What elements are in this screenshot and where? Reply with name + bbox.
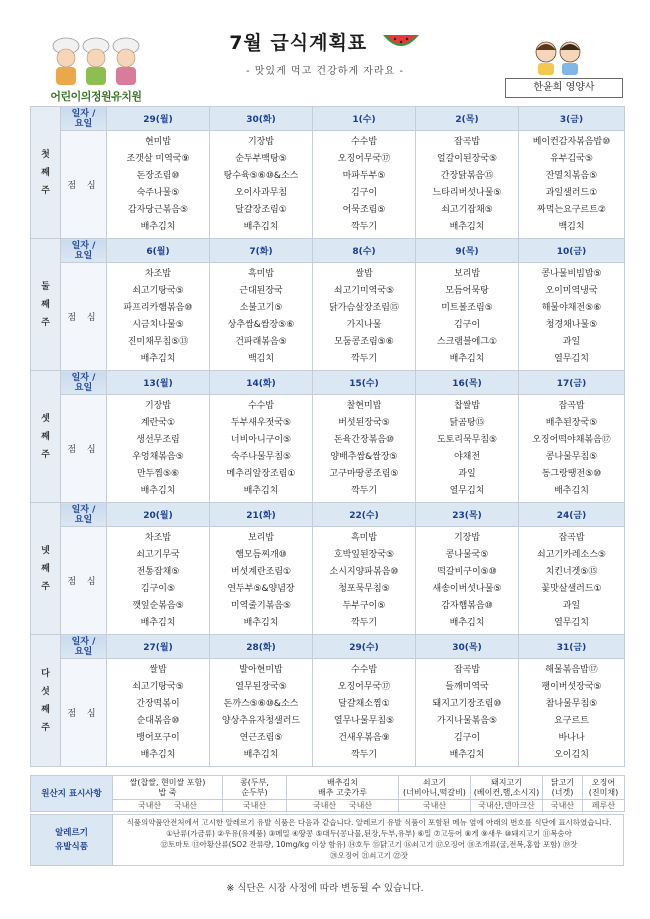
corner-date-label: 일자 / xyxy=(71,504,96,515)
day-header: 13(월) xyxy=(107,371,210,395)
menu-item: 동그랑땡전⑤⑩ xyxy=(541,468,602,479)
day-header: 10(금) xyxy=(519,239,625,263)
menu-item: 느타리버섯나물⑤ xyxy=(432,187,502,198)
menu-item: 근대된장국 xyxy=(239,285,283,296)
menu-cell xyxy=(416,659,519,767)
menu-item: 찰현미밥 xyxy=(346,400,382,411)
menu-item: 배추김치 xyxy=(243,221,279,232)
origin-item-rice: 쌀(찹쌀, 현미쌀 포함) 밥 죽 xyxy=(113,776,223,800)
menu-cell xyxy=(313,395,416,503)
menu-item: 오이사과무침 xyxy=(234,187,288,198)
menu-item: 양상추유자청샐러드 xyxy=(221,715,301,726)
day-header: 24(금) xyxy=(519,503,625,527)
menu-item: 쇠고기탕국⑤ xyxy=(132,285,184,296)
menu-item: 콩나물비빔밥⑤ xyxy=(541,268,602,279)
menu-item: 배추된장국⑤ xyxy=(545,417,598,428)
day-header: 21(화) xyxy=(210,503,313,527)
menu-item: 열무김치 xyxy=(449,485,485,496)
menu-item: 잡곡밥 xyxy=(558,400,585,411)
menu-item: 오징어무국⑰ xyxy=(337,681,391,692)
menu-item: 해물야채전⑤⑥ xyxy=(541,302,602,313)
menu-item: 연두부⑤&양념장 xyxy=(227,583,295,594)
menu-item: 꽃맛살샐러드① xyxy=(541,583,602,594)
menu-item: 찹쌀밥 xyxy=(453,400,481,411)
menu-item: 배추김치 xyxy=(243,485,279,496)
corner-date-label: 일자 / xyxy=(71,240,96,251)
meal-plan-table xyxy=(30,106,625,767)
menu-item: 닭곰탕⑮ xyxy=(449,417,485,428)
menu-cell xyxy=(107,263,210,371)
day-header: 27(월) xyxy=(107,635,210,659)
menu-item: 보리밥 xyxy=(453,268,481,279)
menu-item: 콩나물무침⑤ xyxy=(545,451,598,462)
menu-item: 오징어무국⑰ xyxy=(337,153,391,164)
menu-item: 배추김치 xyxy=(140,749,176,760)
week-label: 넷 째 주 xyxy=(31,503,61,635)
menu-item: 탕수육⑤⑥⑩&소스 xyxy=(223,170,299,181)
menu-item: 고구마땅콩조림⑤ xyxy=(329,468,399,479)
menu-item: 배추김치 xyxy=(449,749,485,760)
menu-item: 쌀밥 xyxy=(149,664,167,675)
meal-label: 점 심 xyxy=(61,659,107,767)
menu-item: 청경채나물⑤ xyxy=(545,319,598,330)
menu-item: 미역줄기볶음⑤ xyxy=(230,600,292,611)
menu-item: 배추김치 xyxy=(243,617,279,628)
menu-item: 수수밥 xyxy=(350,664,378,675)
menu-item: 과일 xyxy=(458,468,476,479)
menu-item: 열무김치 xyxy=(554,617,589,628)
menu-item: 달걀채소찜① xyxy=(338,698,390,709)
origin-item-beef: 쇠고기 (너비아니,떡갈비) xyxy=(399,776,471,800)
origin-item-pork: 돼지고기 (베이컨,햄,소시지) xyxy=(471,776,543,800)
allergy-list-1: ①난류(가금류) ②우유(유제품) ③메밀 ④땅콩 ⑤대두(콩나물,된장,두부,유부) ⑥밀 ⑦고등어 ⑧게 ⑨새우 ⑩돼지고기 ⑪복숭아 xyxy=(166,829,572,838)
menu-item: 쇠고기잡채⑤ xyxy=(441,204,493,215)
menu-item: 배추김치 xyxy=(449,221,485,232)
nutritionist-label: 한윤희 영양사 xyxy=(505,78,623,98)
menu-item: 쇠고기무국 xyxy=(136,549,180,560)
menu-item: 건새우볶음⑨ xyxy=(338,732,390,743)
menu-item: 열무김치 xyxy=(554,353,589,364)
menu-cell xyxy=(519,263,625,371)
menu-item: 깍두기 xyxy=(350,485,378,496)
allergy-section xyxy=(30,814,624,866)
menu-item: 돈까스⑤⑥⑩&소스 xyxy=(223,698,299,709)
menu-item: 햄모듬찌개⑩ xyxy=(235,549,287,560)
menu-item: 잡곡밥 xyxy=(558,532,585,543)
menu-item: 바나나 xyxy=(558,732,585,743)
menu-item: 미트볼조림⑤ xyxy=(441,302,493,313)
origin-item-soy: 콩(두부, 순두부) xyxy=(223,776,287,800)
menu-cell xyxy=(210,131,313,239)
date-day-corner xyxy=(61,107,107,131)
menu-item: 잡곡밥 xyxy=(453,136,481,147)
menu-item: 간장떡볶이 xyxy=(136,698,180,709)
day-header: 30(목) xyxy=(416,635,519,659)
menu-item: 배추김치 xyxy=(140,353,176,364)
menu-item: 차조밥 xyxy=(144,532,172,543)
corner-date-label: 일자 / xyxy=(71,108,96,119)
menu-item: 생선무조림 xyxy=(136,434,180,445)
meal-label: 점 심 xyxy=(61,527,107,635)
origin-item-kimchi: 배추김치 배추 고춧가루 xyxy=(287,776,399,800)
day-header: 31(금) xyxy=(519,635,625,659)
menu-item: 연근조림⑤ xyxy=(239,732,283,743)
menu-item: 시금치나물⑤ xyxy=(132,319,184,330)
menu-item: 돈육간장볶음⑩ xyxy=(333,434,395,445)
origin-table xyxy=(30,775,625,812)
menu-item: 쌀밥 xyxy=(355,268,373,279)
menu-item: 배추김치 xyxy=(140,617,176,628)
menu-item: 오이미역냉국 xyxy=(545,285,598,296)
corner-date-label: 일자 / xyxy=(71,372,96,383)
origin-value-squid: 페루산 xyxy=(583,800,625,812)
day-header: 7(화) xyxy=(210,239,313,263)
menu-item: 버섯계란조림① xyxy=(230,566,292,577)
menu-item: 소불고기⑤ xyxy=(239,302,283,313)
origin-item-chicken: 닭고기 (너겟) xyxy=(543,776,583,800)
day-header: 17(금) xyxy=(519,371,625,395)
menu-item: 해물볶음밥⑰ xyxy=(545,664,598,675)
day-header: 15(수) xyxy=(313,371,416,395)
menu-item: 베이컨감자볶음밥⑩ xyxy=(532,136,611,147)
menu-item: 오이김치 xyxy=(554,749,589,760)
day-header: 1(수) xyxy=(313,107,416,131)
origin-label: 원산지 표시사항 xyxy=(31,776,113,812)
day-header: 2(목) xyxy=(416,107,519,131)
menu-item: 깍두기 xyxy=(350,221,378,232)
menu-item: 흑미밥 xyxy=(350,532,378,543)
day-header: 3(금) xyxy=(519,107,625,131)
menu-item: 치킨너겟⑤⑮ xyxy=(545,566,598,577)
origin-value-beef: 국내산 xyxy=(399,800,471,812)
menu-item: 가지나물볶음⑤ xyxy=(436,715,498,726)
day-header: 16(목) xyxy=(416,371,519,395)
menu-item: 배추김치 xyxy=(140,221,176,232)
menu-item: 김구이 xyxy=(350,187,378,198)
menu-item: 배추김치 xyxy=(243,749,279,760)
menu-item: 열무나물무침⑤ xyxy=(333,715,395,726)
allergy-label: 알레르기 유발식품 xyxy=(31,815,113,865)
menu-item: 감자햄볶음⑩ xyxy=(441,600,493,611)
day-header: 28(화) xyxy=(210,635,313,659)
menu-item: 짜먹는요구르트② xyxy=(537,204,606,215)
menu-item: 너비아니구이⑤ xyxy=(230,434,292,445)
menu-item: 잔멸치볶음⑤ xyxy=(545,170,598,181)
menu-item: 팽이버섯장국⑤ xyxy=(541,681,602,692)
footer-note: ※ 식단은 시장 사정에 따라 변동될 수 있습니다. xyxy=(226,883,424,894)
menu-item: 두부구이⑤ xyxy=(342,600,386,611)
day-header: 29(월) xyxy=(107,107,210,131)
day-header: 29(수) xyxy=(313,635,416,659)
menu-cell xyxy=(519,527,625,635)
menu-item: 참나물무침⑤ xyxy=(545,698,598,709)
menu-cell xyxy=(416,395,519,503)
menu-item: 모둠콩조림⑤⑥ xyxy=(334,336,394,347)
day-header: 22(수) xyxy=(313,503,416,527)
menu-item: 쇠고기미역국⑤ xyxy=(333,285,395,296)
week-label: 셋 째 주 xyxy=(31,371,61,503)
menu-cell xyxy=(416,131,519,239)
menu-item: 진미채무침⑤⑬ xyxy=(127,336,189,347)
menu-cell xyxy=(313,263,416,371)
menu-item: 차조밥 xyxy=(144,268,172,279)
menu-item: 순두부백탕⑤ xyxy=(235,153,287,164)
menu-item: 기장밥 xyxy=(247,136,275,147)
origin-value-kimchi: 국내산 국내산 xyxy=(287,800,399,812)
menu-item: 수수밥 xyxy=(350,136,378,147)
children-icon xyxy=(528,38,588,76)
menu-item: 과일 xyxy=(562,600,581,611)
menu-cell xyxy=(107,395,210,503)
corner-day-label: 요일 xyxy=(74,646,93,657)
meal-label: 점 심 xyxy=(61,263,107,371)
allergy-list-3: ⑳오징어 ㉑쇠고기 ㉒잣 xyxy=(330,851,408,860)
menu-item: 기장밥 xyxy=(453,532,481,543)
menu-item: 배추김치 xyxy=(449,353,485,364)
menu-item: 돼지고기장조림⑩ xyxy=(432,698,502,709)
menu-item: 과일 xyxy=(562,336,581,347)
menu-item: 깍두기 xyxy=(350,617,378,628)
menu-item: 얼갈이된장국⑤ xyxy=(436,153,498,164)
menu-item: 숙주나물무침⑤ xyxy=(230,451,292,462)
origin-value-rice: 국내산 국내산 xyxy=(113,800,223,812)
menu-cell xyxy=(519,131,625,239)
menu-item: 간장닭볶음⑮ xyxy=(440,170,494,181)
allergy-intro: 식품의약품안전처에서 고시한 알레르기 유발 식품은 다음과 같습니다. 알레르기 유발 식품이 포함된 메뉴 옆에 아래의 번호를 식단에 표시하였습니다. xyxy=(126,818,612,827)
menu-item: 건파래볶음⑤ xyxy=(235,336,287,347)
meal-label: 점 심 xyxy=(61,131,107,239)
menu-item: 보리밥 xyxy=(247,532,275,543)
menu-item: 조갯살 미역국⑨ xyxy=(126,153,190,164)
menu-item: 전통잡채⑤ xyxy=(136,566,180,577)
menu-cell xyxy=(210,659,313,767)
menu-item: 백김치 xyxy=(558,221,585,232)
menu-item: 야채전 xyxy=(453,451,481,462)
corner-day-label: 요일 xyxy=(74,250,93,261)
menu-cell xyxy=(519,395,625,503)
menu-item: 백김치 xyxy=(247,353,275,364)
menu-item: 우엉채볶음⑤ xyxy=(132,451,184,462)
menu-item: 열무된장국⑤ xyxy=(235,681,287,692)
origin-value-soy: 국내산 xyxy=(223,800,287,812)
menu-item: 버섯된장국⑤ xyxy=(338,417,390,428)
menu-item: 감자당근볶음⑤ xyxy=(127,204,189,215)
menu-item: 깍두기 xyxy=(350,353,378,364)
menu-item: 마파두부⑤ xyxy=(342,170,386,181)
menu-item: 과일샐러드① xyxy=(545,187,598,198)
day-header: 20(월) xyxy=(107,503,210,527)
date-day-corner xyxy=(61,239,107,263)
menu-item: 들깨미역국 xyxy=(445,681,489,692)
menu-cell xyxy=(210,263,313,371)
menu-item: 쇠고기카레소스⑤ xyxy=(537,549,606,560)
meal-label: 점 심 xyxy=(61,395,107,503)
menu-item: 현미밥 xyxy=(144,136,172,147)
menu-item: 모듬어묵탕 xyxy=(445,285,489,296)
allergy-list-2: ⑫토마토 ⑬아황산류(SO2 잔류량, 10mg/kg 이상 함유) ⑭호두 ⑮닭고기 ⑯쇠고기 ⑰오징어 ⑱조개류(굴,전복,홍합 포함) ⑲잣 xyxy=(160,840,578,849)
menu-item: 숙주나물⑤ xyxy=(136,187,180,198)
menu-item: 오징어떡야채볶음⑰ xyxy=(532,434,611,445)
menu-item: 양배추쌈&쌈장⑤ xyxy=(330,451,398,462)
menu-cell xyxy=(416,263,519,371)
corner-day-label: 요일 xyxy=(74,118,93,129)
title-text: 7월 급식계획표 xyxy=(229,32,368,54)
menu-cell xyxy=(210,527,313,635)
menu-item: 새송이버섯나물⑤ xyxy=(432,583,502,594)
day-header: 6(월) xyxy=(107,239,210,263)
day-header: 9(목) xyxy=(416,239,519,263)
menu-item: 요구르트 xyxy=(554,715,589,726)
origin-value-chicken: 국내산 xyxy=(543,800,583,812)
menu-item: 닭가슴살장조림⑮ xyxy=(329,302,399,313)
logo-text: 어린이의정원유치원 xyxy=(50,90,142,103)
date-day-corner xyxy=(61,371,107,395)
page-header xyxy=(0,0,650,104)
menu-item: 뱅어포구이 xyxy=(136,732,180,743)
menu-item: 김구이 xyxy=(453,732,481,743)
origin-value-pork: 국내산,덴마크산 xyxy=(471,800,543,812)
menu-cell xyxy=(313,659,416,767)
menu-item: 기장밥 xyxy=(144,400,172,411)
menu-item: 발아현미밥 xyxy=(239,664,283,675)
menu-item: 떡갈비구이⑤⑩ xyxy=(437,566,497,577)
menu-item: 콩나물국⑤ xyxy=(445,549,489,560)
menu-item: 쇠고기탕국⑤ xyxy=(132,681,184,692)
menu-item: 흑미밥 xyxy=(247,268,275,279)
menu-item: 계란국① xyxy=(140,417,176,428)
menu-item: 두부새우젓국⑤ xyxy=(230,417,292,428)
menu-item: 상추쌈&쌈장⑤⑥ xyxy=(227,319,295,330)
date-day-corner xyxy=(61,503,107,527)
menu-item: 가지나물 xyxy=(346,319,382,330)
menu-cell xyxy=(313,131,416,239)
corner-date-label: 일자 / xyxy=(71,636,96,647)
day-header: 23(목) xyxy=(416,503,519,527)
menu-item: 돈장조림⑩ xyxy=(136,170,180,181)
menu-item: 스크램블에그① xyxy=(436,336,498,347)
menu-item: 배추김치 xyxy=(449,617,485,628)
menu-item: 도토리묵무침⑤ xyxy=(436,434,498,445)
menu-item: 만두찜⑤⑥ xyxy=(136,468,180,479)
menu-cell xyxy=(210,395,313,503)
menu-cell xyxy=(107,659,210,767)
week-label: 첫 째 주 xyxy=(31,107,61,239)
menu-item: 청포묵무침⑤ xyxy=(338,583,390,594)
menu-cell xyxy=(519,659,625,767)
menu-item: 파프리카햄볶음⑩ xyxy=(123,302,193,313)
menu-item: 배추김치 xyxy=(140,485,176,496)
menu-item: 김구이⑤ xyxy=(140,583,176,594)
week-label: 둘 째 주 xyxy=(31,239,61,371)
corner-day-label: 요일 xyxy=(74,514,93,525)
menu-cell xyxy=(313,527,416,635)
day-header: 14(화) xyxy=(210,371,313,395)
menu-cell xyxy=(416,527,519,635)
menu-item: 달걀장조림① xyxy=(235,204,287,215)
date-day-corner xyxy=(61,635,107,659)
day-header: 30(화) xyxy=(210,107,313,131)
day-header: 8(수) xyxy=(313,239,416,263)
menu-item: 수수밥 xyxy=(247,400,275,411)
menu-item: 메추리알장조림① xyxy=(226,468,296,479)
menu-cell xyxy=(107,527,210,635)
menu-cell xyxy=(107,131,210,239)
menu-item: 잡곡밥 xyxy=(453,664,481,675)
corner-day-label: 요일 xyxy=(74,382,93,393)
page-subtitle: - 맛있게 먹고 건강하게 자라요 - xyxy=(245,66,405,77)
menu-item: 깍두기 xyxy=(350,749,378,760)
menu-item: 유부김국⑤ xyxy=(550,153,593,164)
watermelon-icon xyxy=(381,31,421,56)
menu-item: 소시지양파볶음⑩ xyxy=(329,566,399,577)
origin-item-squid: 오징어 (진미채) xyxy=(583,776,625,800)
menu-item: 어묵조림⑤ xyxy=(342,204,386,215)
menu-item: 호박잎된장국⑤ xyxy=(333,549,395,560)
menu-item: 배추김치 xyxy=(554,485,589,496)
week-label: 다 섯 째 주 xyxy=(31,635,61,767)
allergy-body xyxy=(117,817,621,861)
menu-item: 김구이 xyxy=(453,319,481,330)
menu-item: 순대볶음⑩ xyxy=(136,715,180,726)
menu-item: 깻잎순볶음⑤ xyxy=(132,600,184,611)
